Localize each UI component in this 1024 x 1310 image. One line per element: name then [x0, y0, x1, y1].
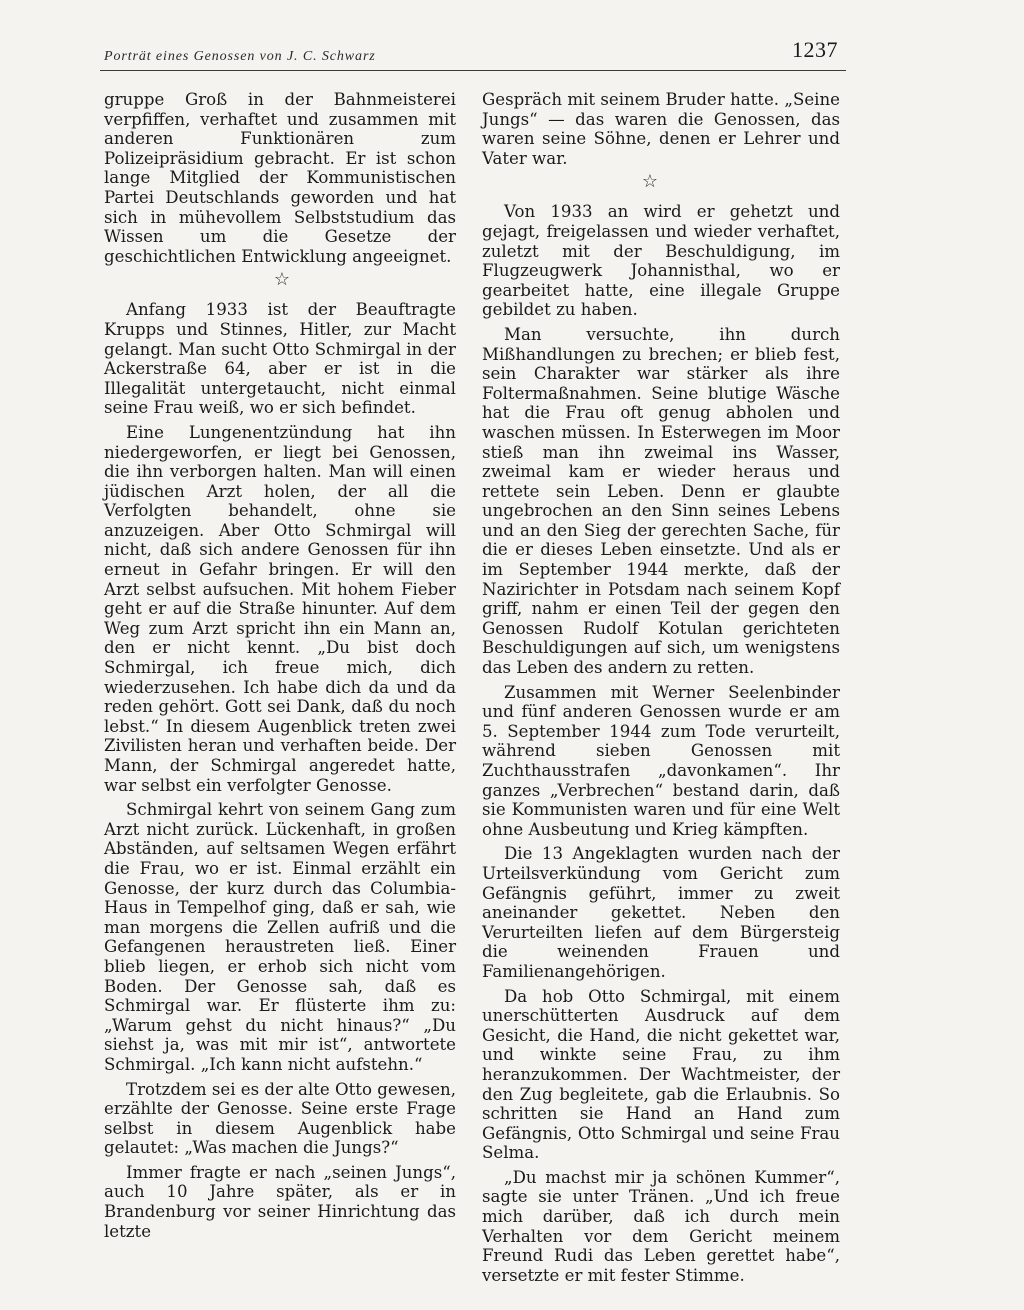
running-title: Porträt eines Genossen von J. C. Schwarz [104, 49, 376, 64]
paragraph: Die 13 Angeklagten wurden nach der Urteilsverkündung vom Gericht zum Gefängnis geführt, immer zu zweit aneinander gekettet. Neben den Verurteilten liefen auf dem Bürgersteig die weinenden Frauen und Familienangehörigen. [482, 844, 840, 981]
left-column [104, 90, 456, 1241]
header-rule [100, 70, 846, 71]
paragraph: Man versuchte, ihn durch Mißhandlungen zu brechen; er blieb fest, sein Charakter war stärker als ihre Foltermaßnahmen. Seine blutige Wäsche hat die Frau oft genug abholen und waschen müssen. In Esterwegen im Moor stieß man ihn zweimal ins Wasser, zweimal kam er wieder heraus und rettete sein Leben. Denn er glaubte ungebrochen an den Sinn seines Lebens und an den Sieg der gerechten Sache, für die er dieses Leben einsetzte. Und als er im September 1944 merkte, daß der Nazirichter in Potsdam nach seinem Kopf griff, nahm er einen Teil der gegen den Genossen Rudolf Kotulan gerichteten Beschuldigungen auf sich, um wenigstens das Leben des andern zu retten. [482, 324, 840, 678]
paragraph: Eine Lungenentzündung hat ihn niedergeworfen, er liegt bei Genossen, die ihn verborgen halten. Man will einen jüdischen Arzt holen, der all die Verfolgten behandelt, ohne sie anzuzeigen. Aber Otto Schmirgal will nicht, daß sich andere Genossen für ihn erneut in Gefahr bringen. Er will den Arzt selbst aufsuchen. Mit hohem Fieber geht er auf die Straße hinunter. Auf dem Weg zum Arzt spricht ihn ein Mann an, den er nicht kennt. „Du bist doch Schmirgal, ich freue mich, dich wiederzusehen. Ich habe dich da und da reden gehört. Gott sei Dank, daß du noch lebst.“ In diesem Augenblick treten zwei Zivilisten heran und verhaften beide. Der Mann, der Schmirgal angeredet hatte, war selbst ein verfolgter Genosse. [104, 422, 456, 795]
page-number: 1237 [792, 37, 838, 62]
paragraph: „Du machst mir ja schönen Kummer“, sagte sie unter Tränen. „Und ich freue mich darüber, daß ich durch mein Verhalten vor dem Gericht meinem Freund Rudi das Leben gerettet habe“, versetzte er mit fester Stimme. [482, 1167, 840, 1285]
paragraph: Von 1933 an wird er gehetzt und gejagt, freigelassen und wieder verhaftet, zuletzt mit der Beschuldigung, im Flugzeugwerk Johannisthal, wo er gearbeitet hatte, eine illegale Gruppe gebildet zu haben. [482, 202, 840, 320]
paragraph: Immer fragte er nach „seinen Jungs“, auch 10 Jahre später, als er in Brandenburg vor seiner Hinrichtung das letzte [104, 1162, 456, 1241]
paragraph: Zusammen mit Werner Seelenbinder und fünf anderen Genossen wurde er am 5. September 1944 zum Tode verurteilt, während sieben Genossen mit Zuchthausstrafen „davonkamen“. Ihr ganzes „Verbrechen“ bestand darin, daß sie Kommunisten waren und für eine Welt ohne Ausbeutung und Krieg kämpften. [482, 682, 840, 839]
paragraph: Trotzdem sei es der alte Otto gewesen, erzählte der Genosse. Seine erste Frage selbst in diesem Augenblick habe gelautet: „Was machen die Jungs?“ [104, 1079, 456, 1158]
paragraph: Da hob Otto Schmirgal, mit einem unerschütterten Ausdruck auf dem Gesicht, die Hand, die nicht gekettet war, und winkte seine Frau, zu ihm heranzukommen. Der Wachtmeister, der den Zug begleitete, gab die Erlaubnis. So schritten sie Hand an Hand zum Gefängnis, Otto Schmirgal und seine Frau Selma. [482, 986, 840, 1163]
star-divider-icon: ☆ [641, 171, 658, 193]
paragraph: Anfang 1933 ist der Beauftragte Krupps und Stinnes, Hitler, zur Macht gelangt. Man sucht Otto Schmirgal in der Ackerstraße 64, aber er ist in die Illegalität untergetaucht, nicht einmal seine Frau weiß, wo er sich befindet. [104, 300, 456, 418]
star-divider-icon: ☆ [273, 269, 290, 291]
paragraph: gruppe Groß in der Bahnmeisterei verpfiffen, verhaftet und zusammen mit anderen Funktionären zum Polizeipräsidium gebracht. Er ist schon lange Mitglied der Kommunistischen Partei Deutschlands geworden und hat sich in mühevollem Selbststudium das Wissen um die Gesetze der geschichtlichen Entwicklung angeeignet. [104, 90, 456, 266]
paragraph: Schmirgal kehrt von seinem Gang zum Arzt nicht zurück. Lückenhaft, in großen Abständen, auf seltsamen Wegen erfährt die Frau, wo er ist. Einmal erzählt ein Genosse, der kurz durch das Columbia-Haus in Tempelhof ging, daß er sah, wie man morgens die Zellen aufriß und die Gefangenen heraustreten ließ. Einer blieb liegen, er erhob sich nicht vom Boden. Der Genosse sah, daß es Schmirgal war. Er flüsterte ihm zu: „Warum gehst du nicht hinaus?“ „Du siehst ja, was mit mir ist“, antwortete Schmirgal. „Ich kann nicht aufstehn.“ [104, 800, 456, 1074]
right-column [482, 90, 840, 1285]
paragraph: Gespräch mit seinem Bruder hatte. „Seine Jungs“ — das waren die Genossen, das waren seine Söhne, denen er Lehrer und Vater war. [482, 90, 840, 168]
